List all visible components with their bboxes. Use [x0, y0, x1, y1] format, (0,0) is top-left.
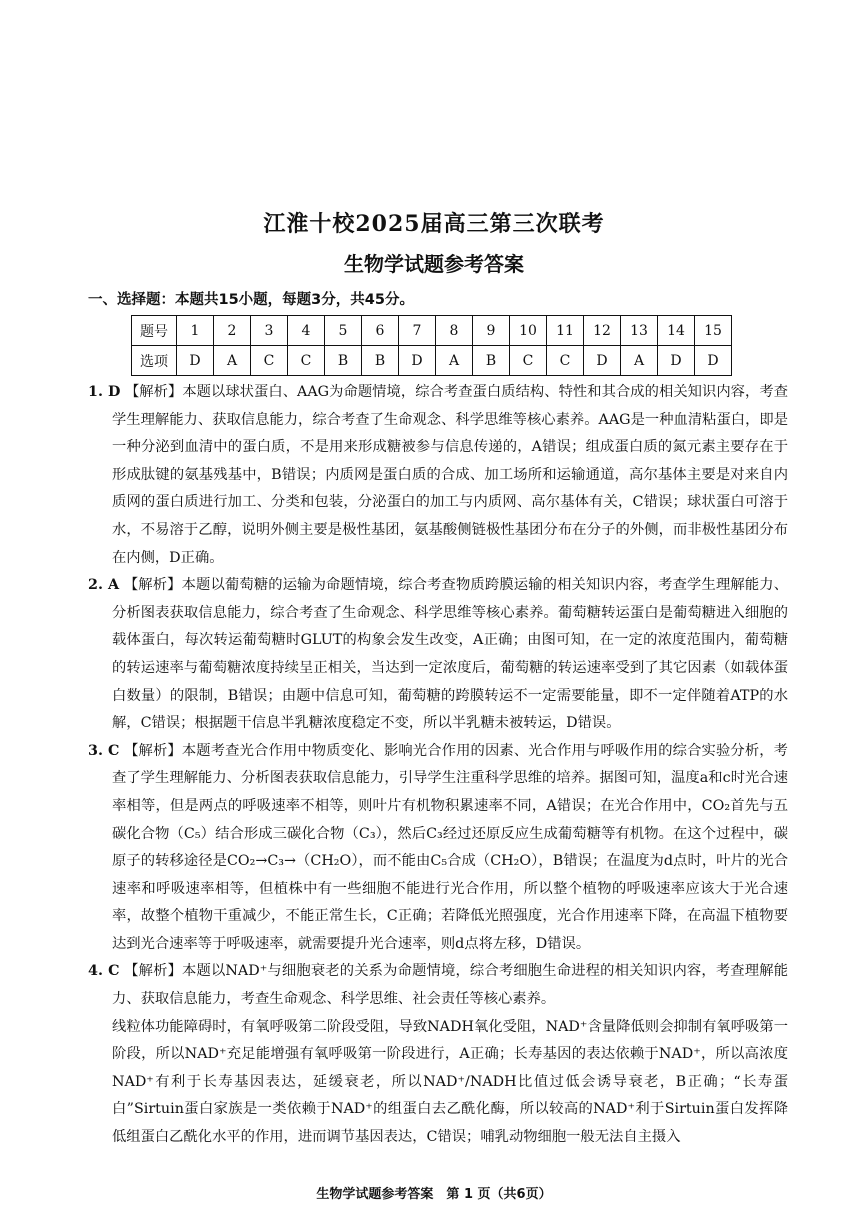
answer-cell: B [362, 346, 399, 376]
number-cell: 3 [251, 316, 288, 346]
answer-cell: D [399, 346, 436, 376]
number-cell: 9 [473, 316, 510, 346]
answer-cell: C [251, 346, 288, 376]
answer-table [131, 315, 732, 376]
explanation-paragraph [88, 572, 788, 738]
document-subtitle: 生物学试题参考答案 [344, 252, 524, 276]
answer-cell: A [214, 346, 251, 376]
number-cell: 2 [214, 316, 251, 346]
question-label: 2. A [88, 577, 120, 594]
explanation-item [88, 958, 788, 1151]
explanation-paragraph [88, 958, 788, 1013]
document-title: 江淮十校2025届高三第三次联考 [263, 211, 605, 237]
explanation-item [88, 572, 788, 738]
explanations-list [88, 379, 788, 1152]
explanation-paragraph: 线粒体功能障碍时，有氧呼吸第二阶段受阻，导致NADH氧化受阻，NAD⁺含量降低则会抑制有氧呼吸第一阶段，所以NAD⁺充足能增强有氧呼吸第一阶段进行，A正确；长寿基因的表达依赖于NAD⁺，所以高浓度NAD⁺有利于长寿基因表达，延缓衰老，所以NAD⁺/NADH比值过低会诱导衰老，B正确；“长寿蛋白”Sirtuin蛋白家族是一类依赖于NAD⁺的组蛋白去乙酰化酶，所以较高的NAD⁺利于Sirtuin蛋白发挥降低组蛋白乙酰化水平的作用，进而调节基因表达，C错误；哺乳动物细胞一般无法自主摄入 [112, 1018, 788, 1146]
explanation-paragraph [88, 379, 788, 572]
number-cell: 5 [325, 316, 362, 346]
number-cell: 11 [547, 316, 584, 346]
explanation-text: 【解析】本题以葡萄糖的运输为命题情境，综合考查物质跨膜运输的相关知识内容，考查学生理解能力、分析图表获取信息能力，综合考查了生命观念、科学思维等核心素养。葡萄糖转运蛋白是葡萄糖进入细胞的载体蛋白，每次转运葡萄糖时GLUT的构象会发生改变，A正确；由图可知，在一定的浓度范围内，葡萄糖的转运速率与葡萄糖浓度持续呈正相关，当达到一定浓度后，葡萄糖的转运速率受到了其它因素（如载体蛋白数量）的限制，B错误；由题中信息可知，葡萄糖的跨膜转运不一定需要能量，即不一定伴随着ATP的水解，C错误；根据题干信息半乳糖浓度稳定不变，所以半乳糖未被转运，D错误。 [112, 577, 789, 732]
number-cell: 7 [399, 316, 436, 346]
answer-cell: B [473, 346, 510, 376]
answer-cell: C [510, 346, 547, 376]
number-cell: 13 [621, 316, 658, 346]
answer-cell: D [695, 346, 732, 376]
answer-cell: D [177, 346, 214, 376]
explanation-text: 【解析】本题以NAD⁺与细胞衰老的关系为命题情境，综合考细胞生命进程的相关知识内容，考查理解能力、获取信息能力，考查生命观念、科学思维、社会责任等核心素养。 [112, 963, 788, 1008]
number-cell: 12 [584, 316, 621, 346]
explanation-item [88, 738, 788, 959]
question-label: 4. C [88, 963, 120, 980]
question-label: 1. D [88, 384, 121, 400]
question-label: 3. C [88, 742, 120, 759]
answer-table-answer-row [132, 346, 732, 376]
page-footer: 生物学试题参考答案 第 1 页（共6页） [316, 1187, 552, 1202]
answer-table-number-row [132, 316, 732, 346]
number-cell: 6 [362, 316, 399, 346]
number-cell: 8 [436, 316, 473, 346]
row-label-answer: 选项 [132, 346, 177, 376]
answer-cell: D [584, 346, 621, 376]
number-cell: 10 [510, 316, 547, 346]
answer-cell: A [621, 346, 658, 376]
number-cell: 14 [658, 316, 695, 346]
answer-cell: C [288, 346, 325, 376]
answer-cell: C [547, 346, 584, 376]
answer-cell: A [436, 346, 473, 376]
section-heading: 一、选择题：本题共15小题，每题3分，共45分。 [88, 292, 414, 308]
number-cell: 1 [177, 316, 214, 346]
row-label-number: 题号 [132, 316, 177, 346]
number-cell: 15 [695, 316, 732, 346]
explanation-text: 【解析】本题考查光合作用中物质变化、影响光合作用的因素、光合作用与呼吸作用的综合实验分析，考查了学生理解能力、分析图表获取信息能力，引导学生注重科学思维的培养。据图可知，温度a和c时光合速率相等，但是两点的呼吸速率不相等，则叶片有机物积累速率不同，A错误；在光合作用中，CO₂首先与五碳化合物（C₅）结合形成三碳化合物（C₃），然后C₃经过还原反应生成葡萄糖等有机物。在这个过程中，碳原子的转移途径是CO₂→C₃→（CH₂O），而不能由C₅合成（CH₂O），B错误；在温度为d点时，叶片的光合速率和呼吸速率相等，但植株中有一些细胞不能进行光合作用，所以整个植物的呼吸速率应该大于光合速率，故整个植物干重减少，不能正常生长，C正确；若降低光照强度，光合作用速率下降，在高温下植物要达到光合速率等于呼吸速率，就需要提升光合速率，则d点将左移，D错误。 [112, 742, 788, 952]
answer-cell: D [658, 346, 695, 376]
answer-cell: B [325, 346, 362, 376]
number-cell: 4 [288, 316, 325, 346]
explanation-paragraph [88, 738, 788, 959]
explanation-text: 【解析】本题以球状蛋白、AAG为命题情境，综合考查蛋白质结构、特性和其合成的相关知识内容，考查学生理解能力、获取信息能力，综合考查了生命观念、科学思维等核心素养。AAG是一种血清粘蛋白，即是一种分泌到血清中的蛋白质，不是用来形成糖被参与信息传递的，A错误；组成蛋白质的氮元素主要存在于形成肽键的氨基残基中，B错误；内质网是蛋白质的合成、加工场所和运输通道，高尔基体主要是对来自内质网的蛋白质进行加工、分类和包装，分泌蛋白的加工与内质网、高尔基体有关，C错误；球状蛋白可溶于水，不易溶于乙醇，说明外侧主要是极性基团，氨基酸侧链极性基团分布在分子的外侧，而非极性基团分布在内侧，D正确。 [112, 384, 788, 566]
explanation-item [88, 379, 788, 572]
